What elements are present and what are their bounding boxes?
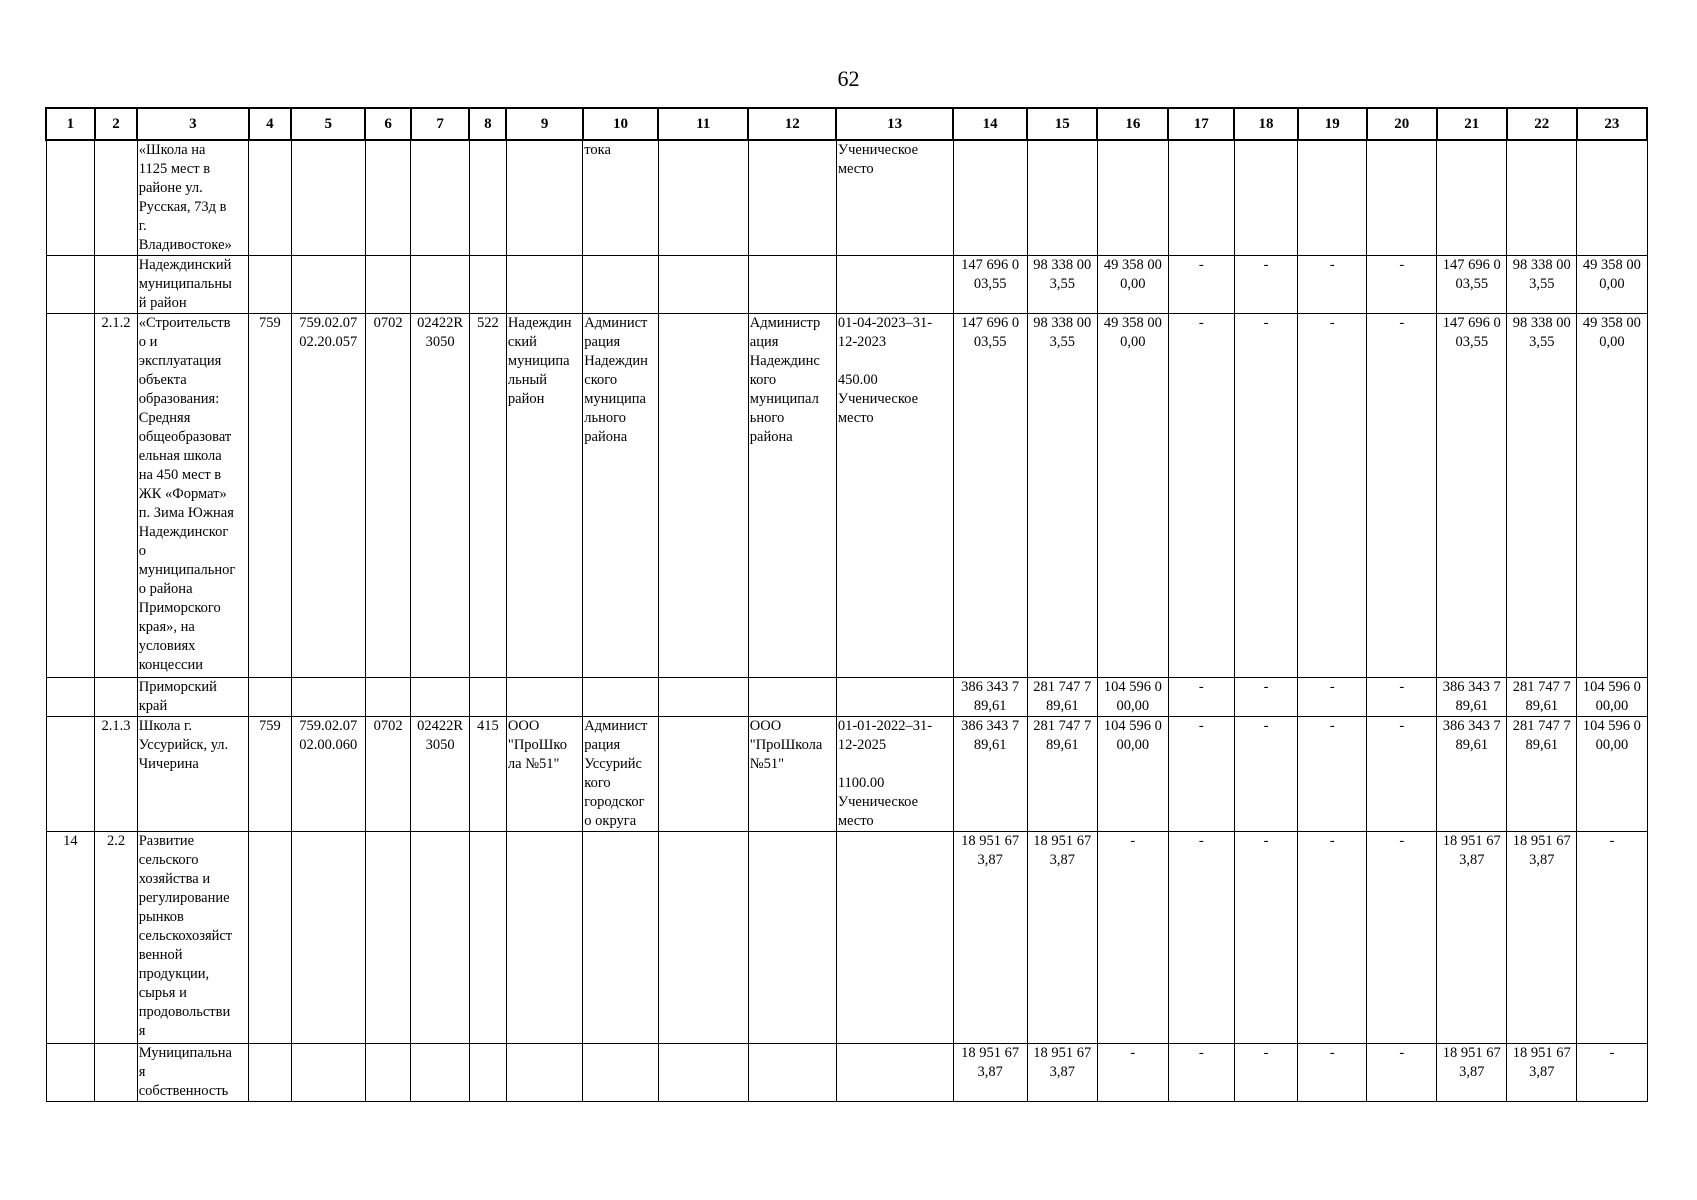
cell-col-9 <box>506 832 582 1044</box>
table-row <box>46 314 1647 678</box>
cell-col-21: 386 343 7 89,61 <box>1437 717 1507 832</box>
cell-col-20: - <box>1367 678 1437 717</box>
cell-col-19: - <box>1298 678 1367 717</box>
column-header: 10 <box>583 108 658 140</box>
cell-col-8: 522 <box>469 314 506 678</box>
cell-col-20: - <box>1367 256 1437 314</box>
cell-row-number <box>46 678 95 717</box>
cell-col-4 <box>249 1044 291 1102</box>
column-header: 2 <box>95 108 137 140</box>
cell-col-17 <box>1168 140 1234 256</box>
cell-col-19: - <box>1298 1044 1367 1102</box>
cell-col-8: 415 <box>469 717 506 832</box>
cell-col-4 <box>249 832 291 1044</box>
cell-col-9 <box>506 678 582 717</box>
cell-col-23: - <box>1577 1044 1647 1102</box>
cell-col-23 <box>1577 140 1647 256</box>
column-header: 1 <box>46 108 95 140</box>
cell-col-11 <box>658 1044 748 1102</box>
budget-table <box>45 107 1648 1102</box>
cell-col-7 <box>411 832 469 1044</box>
cell-col-13: Ученическое место <box>836 140 953 256</box>
cell-col-11 <box>658 140 748 256</box>
cell-item-code: 2.1.2 <box>95 314 137 678</box>
table-row <box>46 1044 1647 1102</box>
cell-col-10: Админист рация Надеждин ского муниципа льного района <box>583 314 658 678</box>
column-header: 5 <box>291 108 365 140</box>
cell-col-18: - <box>1234 717 1298 832</box>
cell-row-number <box>46 140 95 256</box>
cell-col-18 <box>1234 140 1298 256</box>
cell-col-22: 281 747 7 89,61 <box>1507 678 1577 717</box>
cell-col-19 <box>1298 140 1367 256</box>
cell-col-7 <box>411 678 469 717</box>
cell-col-10 <box>583 678 658 717</box>
cell-col-21 <box>1437 140 1507 256</box>
cell-col-14: 147 696 0 03,55 <box>953 256 1027 314</box>
column-header: 15 <box>1027 108 1097 140</box>
cell-col-7: 02422R 3050 <box>411 717 469 832</box>
cell-col-4: 759 <box>249 717 291 832</box>
cell-col-16: 104 596 0 00,00 <box>1097 717 1168 832</box>
cell-object-name: Школа г. Уссурийск, ул. Чичерина <box>137 717 248 832</box>
cell-col-14: 18 951 67 3,87 <box>953 832 1027 1044</box>
column-header: 9 <box>506 108 582 140</box>
column-header: 22 <box>1507 108 1577 140</box>
column-header: 14 <box>953 108 1027 140</box>
cell-object-name: Развитие сельского хозяйства и регулирование рынков сельскохозяйст венной продукции, сырья и продовольстви я <box>137 832 248 1044</box>
cell-col-5 <box>291 832 365 1044</box>
cell-col-11 <box>658 717 748 832</box>
column-header: 20 <box>1367 108 1437 140</box>
column-header: 18 <box>1234 108 1298 140</box>
cell-col-6 <box>365 256 411 314</box>
cell-col-15: 18 951 67 3,87 <box>1027 832 1097 1044</box>
cell-object-name: «Школа на 1125 мест в районе ул. Русская, 73д в г. Владивостоке» <box>137 140 248 256</box>
column-header: 13 <box>836 108 953 140</box>
cell-col-17: - <box>1168 678 1234 717</box>
cell-col-18: - <box>1234 1044 1298 1102</box>
header-row <box>46 108 1647 140</box>
cell-col-18: - <box>1234 314 1298 678</box>
cell-col-20: - <box>1367 832 1437 1044</box>
cell-row-number <box>46 256 95 314</box>
column-header: 12 <box>748 108 836 140</box>
cell-item-code <box>95 1044 137 1102</box>
cell-col-15: 98 338 00 3,55 <box>1027 256 1097 314</box>
cell-col-9 <box>506 1044 582 1102</box>
cell-col-20: - <box>1367 314 1437 678</box>
cell-col-7: 02422R 3050 <box>411 314 469 678</box>
cell-object-name: «Строительств о и эксплуатация объекта образования: Средняя общеобразоват ельная школа на 450 мест в ЖК «Формат» п. Зима Южная Надеждинског о муниципальног о района Приморского края», на условиях концессии <box>137 314 248 678</box>
cell-col-12: Администр ация Надеждинс кого муниципал ьного района <box>748 314 836 678</box>
cell-col-5 <box>291 140 365 256</box>
cell-col-18: - <box>1234 256 1298 314</box>
cell-col-20: - <box>1367 717 1437 832</box>
cell-col-8 <box>469 832 506 1044</box>
column-header: 19 <box>1298 108 1367 140</box>
cell-item-code: 2.2 <box>95 832 137 1044</box>
table-row <box>46 678 1647 717</box>
table-row <box>46 717 1647 832</box>
column-header: 11 <box>658 108 748 140</box>
cell-col-6 <box>365 140 411 256</box>
cell-col-19: - <box>1298 256 1367 314</box>
cell-col-12 <box>748 832 836 1044</box>
cell-col-23: 49 358 00 0,00 <box>1577 314 1647 678</box>
cell-col-8 <box>469 1044 506 1102</box>
cell-col-7 <box>411 256 469 314</box>
cell-col-18: - <box>1234 832 1298 1044</box>
cell-col-5 <box>291 256 365 314</box>
cell-col-10: тока <box>583 140 658 256</box>
cell-col-11 <box>658 832 748 1044</box>
cell-col-20 <box>1367 140 1437 256</box>
cell-object-name: Муниципальна я собственность <box>137 1044 248 1102</box>
cell-col-22: 281 747 7 89,61 <box>1507 717 1577 832</box>
cell-col-13 <box>836 678 953 717</box>
cell-col-17: - <box>1168 717 1234 832</box>
column-header: 7 <box>411 108 469 140</box>
cell-col-15: 281 747 7 89,61 <box>1027 717 1097 832</box>
column-header: 21 <box>1437 108 1507 140</box>
cell-col-7 <box>411 140 469 256</box>
cell-col-14: 386 343 7 89,61 <box>953 678 1027 717</box>
cell-col-9 <box>506 256 582 314</box>
cell-col-15 <box>1027 140 1097 256</box>
cell-col-6: 0702 <box>365 717 411 832</box>
column-header: 4 <box>249 108 291 140</box>
cell-object-name: Приморский край <box>137 678 248 717</box>
column-header: 16 <box>1097 108 1168 140</box>
cell-col-21: 18 951 67 3,87 <box>1437 832 1507 1044</box>
cell-row-number: 14 <box>46 832 95 1044</box>
cell-col-16: - <box>1097 832 1168 1044</box>
cell-col-16: 49 358 00 0,00 <box>1097 256 1168 314</box>
cell-col-21: 147 696 0 03,55 <box>1437 256 1507 314</box>
cell-col-14 <box>953 140 1027 256</box>
cell-col-23: 104 596 0 00,00 <box>1577 678 1647 717</box>
cell-col-23: - <box>1577 832 1647 1044</box>
cell-item-code <box>95 678 137 717</box>
cell-col-17: - <box>1168 1044 1234 1102</box>
cell-col-21: 386 343 7 89,61 <box>1437 678 1507 717</box>
cell-col-22: 18 951 67 3,87 <box>1507 832 1577 1044</box>
cell-col-14: 18 951 67 3,87 <box>953 1044 1027 1102</box>
cell-col-16 <box>1097 140 1168 256</box>
cell-col-5 <box>291 1044 365 1102</box>
cell-col-11 <box>658 314 748 678</box>
cell-row-number <box>46 717 95 832</box>
column-header: 17 <box>1168 108 1234 140</box>
cell-col-23: 49 358 00 0,00 <box>1577 256 1647 314</box>
cell-col-12 <box>748 678 836 717</box>
cell-col-5: 759.02.07 02.00.060 <box>291 717 365 832</box>
cell-row-number <box>46 314 95 678</box>
cell-col-19: - <box>1298 717 1367 832</box>
cell-col-13 <box>836 256 953 314</box>
cell-col-13 <box>836 832 953 1044</box>
cell-col-9: ООО "ПроШко ла №51" <box>506 717 582 832</box>
cell-item-code: 2.1.3 <box>95 717 137 832</box>
column-header: 23 <box>1577 108 1647 140</box>
cell-col-17: - <box>1168 832 1234 1044</box>
cell-col-16: 49 358 00 0,00 <box>1097 314 1168 678</box>
cell-col-10 <box>583 1044 658 1102</box>
cell-col-12 <box>748 1044 836 1102</box>
cell-col-4: 759 <box>249 314 291 678</box>
cell-col-12: ООО "ПроШкола №51" <box>748 717 836 832</box>
cell-col-21: 18 951 67 3,87 <box>1437 1044 1507 1102</box>
cell-col-5 <box>291 678 365 717</box>
page-number: 62 <box>837 66 860 91</box>
cell-col-4 <box>249 678 291 717</box>
cell-col-7 <box>411 1044 469 1102</box>
cell-col-13 <box>836 1044 953 1102</box>
column-header: 3 <box>137 108 248 140</box>
column-header: 8 <box>469 108 506 140</box>
cell-col-23: 104 596 0 00,00 <box>1577 717 1647 832</box>
cell-col-6 <box>365 678 411 717</box>
cell-col-15: 98 338 00 3,55 <box>1027 314 1097 678</box>
cell-row-number <box>46 1044 95 1102</box>
cell-col-19: - <box>1298 314 1367 678</box>
cell-col-10 <box>583 256 658 314</box>
cell-col-14: 386 343 7 89,61 <box>953 717 1027 832</box>
cell-object-name: Надеждинский муниципальны й район <box>137 256 248 314</box>
cell-item-code <box>95 256 137 314</box>
cell-col-17: - <box>1168 314 1234 678</box>
cell-col-9 <box>506 140 582 256</box>
cell-col-22 <box>1507 140 1577 256</box>
cell-col-8 <box>469 678 506 717</box>
cell-col-16: - <box>1097 1044 1168 1102</box>
cell-col-22: 98 338 00 3,55 <box>1507 314 1577 678</box>
cell-col-22: 18 951 67 3,87 <box>1507 1044 1577 1102</box>
cell-col-15: 18 951 67 3,87 <box>1027 1044 1097 1102</box>
cell-col-20: - <box>1367 1044 1437 1102</box>
cell-col-11 <box>658 678 748 717</box>
cell-col-5: 759.02.07 02.20.057 <box>291 314 365 678</box>
cell-col-10: Админист рация Уссурийс кого городског о округа <box>583 717 658 832</box>
cell-col-13: 01-01-2022–31- 12-2025 1100.00 Ученическое место <box>836 717 953 832</box>
cell-col-12 <box>748 140 836 256</box>
cell-col-6: 0702 <box>365 314 411 678</box>
cell-item-code <box>95 140 137 256</box>
cell-col-17: - <box>1168 256 1234 314</box>
cell-col-16: 104 596 0 00,00 <box>1097 678 1168 717</box>
cell-col-22: 98 338 00 3,55 <box>1507 256 1577 314</box>
cell-col-8 <box>469 140 506 256</box>
cell-col-11 <box>658 256 748 314</box>
table-row <box>46 140 1647 256</box>
cell-col-14: 147 696 0 03,55 <box>953 314 1027 678</box>
cell-col-15: 281 747 7 89,61 <box>1027 678 1097 717</box>
table-row <box>46 832 1647 1044</box>
cell-col-4 <box>249 140 291 256</box>
cell-col-21: 147 696 0 03,55 <box>1437 314 1507 678</box>
cell-col-4 <box>249 256 291 314</box>
cell-col-6 <box>365 1044 411 1102</box>
cell-col-9: Надеждин ский муниципа льный район <box>506 314 582 678</box>
cell-col-10 <box>583 832 658 1044</box>
table-row <box>46 256 1647 314</box>
cell-col-6 <box>365 832 411 1044</box>
cell-col-12 <box>748 256 836 314</box>
cell-col-13: 01-04-2023–31- 12-2023 450.00 Ученическое место <box>836 314 953 678</box>
cell-col-19: - <box>1298 832 1367 1044</box>
cell-col-8 <box>469 256 506 314</box>
cell-col-18: - <box>1234 678 1298 717</box>
column-header: 6 <box>365 108 411 140</box>
